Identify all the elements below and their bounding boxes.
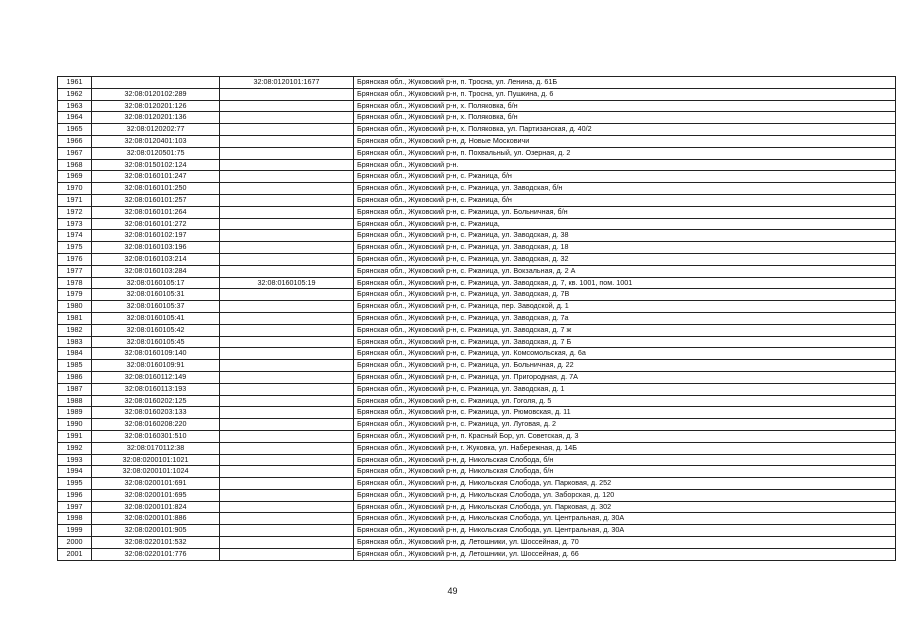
previous-cadastral-number-cell xyxy=(220,501,354,513)
row-number-cell: 1972 xyxy=(58,206,92,218)
previous-cadastral-number-cell xyxy=(220,478,354,490)
previous-cadastral-number-cell xyxy=(220,183,354,195)
previous-cadastral-number-cell xyxy=(220,513,354,525)
previous-cadastral-number-cell xyxy=(220,525,354,537)
address-cell: Брянская обл., Жуковский р-н, с. Ржаница, пер. Заводской, д. 1 xyxy=(354,301,896,313)
previous-cadastral-number-cell xyxy=(220,312,354,324)
cadastral-number-cell: 32:08:0160101:257 xyxy=(92,194,220,206)
previous-cadastral-number-cell xyxy=(220,88,354,100)
previous-cadastral-number-cell xyxy=(220,383,354,395)
previous-cadastral-number-cell xyxy=(220,147,354,159)
address-cell: Брянская обл., Жуковский р-н, х. Поляковка, б/н xyxy=(354,112,896,124)
table-row xyxy=(58,230,896,242)
address-cell: Брянская обл., Жуковский р-н, п. Похвальный, ул. Озерная, д. 2 xyxy=(354,147,896,159)
previous-cadastral-number-cell xyxy=(220,371,354,383)
page-number: 49 xyxy=(447,586,458,596)
table-row xyxy=(58,395,896,407)
previous-cadastral-number-cell xyxy=(220,430,354,442)
address-cell: Брянская обл., Жуковский р-н, с. Ржаница, ул. Больничная, д. 22 xyxy=(354,360,896,372)
address-cell: Брянская обл., Жуковский р-н, д. Летошники, ул. Шоссейная, д. 66 xyxy=(354,548,896,560)
table-row xyxy=(58,77,896,89)
row-number-cell: 1996 xyxy=(58,489,92,501)
previous-cadastral-number-cell xyxy=(220,218,354,230)
cadastral-number-cell: 32:08:0200101:695 xyxy=(92,489,220,501)
cadastral-number-cell: 32:08:0160103:214 xyxy=(92,253,220,265)
row-number-cell: 1982 xyxy=(58,324,92,336)
row-number-cell: 1961 xyxy=(58,77,92,89)
previous-cadastral-number-cell xyxy=(220,253,354,265)
previous-cadastral-number-cell: 32:08:0120101:1677 xyxy=(220,77,354,89)
cadastral-number-cell: 32:08:0160113:193 xyxy=(92,383,220,395)
table-row xyxy=(58,537,896,549)
row-number-cell: 1964 xyxy=(58,112,92,124)
previous-cadastral-number-cell xyxy=(220,537,354,549)
row-number-cell: 1983 xyxy=(58,336,92,348)
address-cell: Брянская обл., Жуковский р-н, х. Поляковка, ул. Партизанская, д. 40/2 xyxy=(354,124,896,136)
address-cell: Брянская обл., Жуковский р-н, с. Ржаница, ул. Заводская, д. 38 xyxy=(354,230,896,242)
table-row xyxy=(58,489,896,501)
previous-cadastral-number-cell xyxy=(220,419,354,431)
row-number-cell: 1984 xyxy=(58,348,92,360)
address-cell: Брянская обл., Жуковский р-н, г. Жуковка, ул. Набережная, д. 14Б xyxy=(354,442,896,454)
row-number-cell: 1994 xyxy=(58,466,92,478)
previous-cadastral-number-cell xyxy=(220,194,354,206)
cadastral-number-cell: 32:08:0160105:42 xyxy=(92,324,220,336)
address-cell: Брянская обл., Жуковский р-н, с. Ржаница, ул. Заводская, д. 18 xyxy=(354,242,896,254)
row-number-cell: 1971 xyxy=(58,194,92,206)
previous-cadastral-number-cell xyxy=(220,206,354,218)
table-row xyxy=(58,430,896,442)
previous-cadastral-number-cell xyxy=(220,301,354,313)
cadastral-number-cell: 32:08:0160103:284 xyxy=(92,265,220,277)
table-row xyxy=(58,513,896,525)
row-number-cell: 1999 xyxy=(58,525,92,537)
address-cell: Брянская обл., Жуковский р-н, х. Поляковка, б/н xyxy=(354,100,896,112)
row-number-cell: 1997 xyxy=(58,501,92,513)
row-number-cell: 1980 xyxy=(58,301,92,313)
previous-cadastral-number-cell xyxy=(220,454,354,466)
row-number-cell: 1973 xyxy=(58,218,92,230)
row-number-cell: 1990 xyxy=(58,419,92,431)
address-cell: Брянская обл., Жуковский р-н, д. Никольская Слобода, ул. Парковая, д. 252 xyxy=(354,478,896,490)
table-row xyxy=(58,324,896,336)
previous-cadastral-number-cell xyxy=(220,548,354,560)
cadastral-number-cell: 32:08:0200101:824 xyxy=(92,501,220,513)
cadastral-number-cell: 32:08:0160301:510 xyxy=(92,430,220,442)
cadastral-number-cell: 32:08:0160203:133 xyxy=(92,407,220,419)
table-row xyxy=(58,135,896,147)
previous-cadastral-number-cell xyxy=(220,100,354,112)
table-row xyxy=(58,301,896,313)
previous-cadastral-number-cell xyxy=(220,230,354,242)
address-cell: Брянская обл., Жуковский р-н, д. Никольская Слобода, ул. Центральная, д. 30А xyxy=(354,513,896,525)
table-row xyxy=(58,147,896,159)
row-number-cell: 1995 xyxy=(58,478,92,490)
row-number-cell: 1977 xyxy=(58,265,92,277)
cadastral-number-cell: 32:08:0160105:41 xyxy=(92,312,220,324)
table-row xyxy=(58,419,896,431)
row-number-cell: 1966 xyxy=(58,135,92,147)
row-number-cell: 2000 xyxy=(58,537,92,549)
cadastral-number-cell: 32:08:0200101:905 xyxy=(92,525,220,537)
previous-cadastral-number-cell xyxy=(220,336,354,348)
address-cell: Брянская обл., Жуковский р-н, с. Ржаница, ул. Вокзальная, д. 2 А xyxy=(354,265,896,277)
cadastral-number-cell: 32:08:0160103:196 xyxy=(92,242,220,254)
table-row xyxy=(58,360,896,372)
cadastral-number-cell: 32:08:0120201:136 xyxy=(92,112,220,124)
row-number-cell: 1991 xyxy=(58,430,92,442)
row-number-cell: 1986 xyxy=(58,371,92,383)
previous-cadastral-number-cell xyxy=(220,489,354,501)
cadastral-number-cell: 32:08:0160102:197 xyxy=(92,230,220,242)
previous-cadastral-number-cell xyxy=(220,124,354,136)
previous-cadastral-number-cell xyxy=(220,159,354,171)
table-row xyxy=(58,194,896,206)
table-row xyxy=(58,383,896,395)
table-row xyxy=(58,171,896,183)
table-row xyxy=(58,312,896,324)
cadastral-number-cell: 32:08:0160109:91 xyxy=(92,360,220,372)
cadastral-number-cell: 32:08:0160105:37 xyxy=(92,301,220,313)
table-row xyxy=(58,548,896,560)
address-cell: Брянская обл., Жуковский р-н, п. Тросна, ул. Пушкина, д. 6 xyxy=(354,88,896,100)
cadastral-number-cell: 32:08:0160202:125 xyxy=(92,395,220,407)
table-row xyxy=(58,253,896,265)
previous-cadastral-number-cell xyxy=(220,112,354,124)
address-cell: Брянская обл., Жуковский р-н, д. Никольская Слобода, б/н xyxy=(354,454,896,466)
previous-cadastral-number-cell xyxy=(220,265,354,277)
table-row xyxy=(58,348,896,360)
address-cell: Брянская обл., Жуковский р-н, с. Ржаница, ул. Заводская, д. 7 ж xyxy=(354,324,896,336)
address-cell: Брянская обл., Жуковский р-н, с. Ржаница, ул. Заводская, д. 7В xyxy=(354,289,896,301)
table-row xyxy=(58,265,896,277)
cadastral-number-cell: 32:08:0120201:126 xyxy=(92,100,220,112)
cadastral-number-cell: 32:08:0160101:247 xyxy=(92,171,220,183)
row-number-cell: 1965 xyxy=(58,124,92,136)
address-cell: Брянская обл., Жуковский р-н, с. Ржаница, ул. Заводская, д. 1 xyxy=(354,383,896,395)
row-number-cell: 1978 xyxy=(58,277,92,289)
table-row xyxy=(58,88,896,100)
address-cell: Брянская обл., Жуковский р-н, с. Ржаница, ул. Рюмовская, д. 11 xyxy=(354,407,896,419)
address-cell: Брянская обл., Жуковский р-н, д. Никольская Слобода, ул. Центральная, д. 30А xyxy=(354,525,896,537)
cadastral-number-cell: 32:08:0200101:1021 xyxy=(92,454,220,466)
address-cell: Брянская обл., Жуковский р-н, с. Ржаница, ул. Гоголя, д. 5 xyxy=(354,395,896,407)
previous-cadastral-number-cell: 32:08:0160105:19 xyxy=(220,277,354,289)
address-cell: Брянская обл., Жуковский р-н, с. Ржаница, ул. Пригородная, д. 7А xyxy=(354,371,896,383)
table-row xyxy=(58,277,896,289)
cadastral-number-cell: 32:08:0220101:776 xyxy=(92,548,220,560)
address-cell: Брянская обл., Жуковский р-н, с. Ржаница, ул. Больничная, б/н xyxy=(354,206,896,218)
table-row xyxy=(58,407,896,419)
cadastral-number-cell: 32:08:0120401:103 xyxy=(92,135,220,147)
address-cell: Брянская обл., Жуковский р-н, д. Новые Московичи xyxy=(354,135,896,147)
cadastral-number-cell: 32:08:0160105:17 xyxy=(92,277,220,289)
row-number-cell: 1979 xyxy=(58,289,92,301)
previous-cadastral-number-cell xyxy=(220,360,354,372)
cadastral-number-cell: 32:08:0160109:140 xyxy=(92,348,220,360)
address-cell: Брянская обл., Жуковский р-н, с. Ржаница, ул. Заводская, д. 7а xyxy=(354,312,896,324)
previous-cadastral-number-cell xyxy=(220,407,354,419)
table-row xyxy=(58,100,896,112)
row-number-cell: 1998 xyxy=(58,513,92,525)
row-number-cell: 1975 xyxy=(58,242,92,254)
address-cell: Брянская обл., Жуковский р-н, с. Ржаница, ул. Комсомольская, д. 6а xyxy=(354,348,896,360)
table-row xyxy=(58,478,896,490)
table-row xyxy=(58,466,896,478)
row-number-cell: 1989 xyxy=(58,407,92,419)
table-row xyxy=(58,501,896,513)
row-number-cell: 2001 xyxy=(58,548,92,560)
cadastral-number-cell: 32:08:0120501:75 xyxy=(92,147,220,159)
row-number-cell: 1962 xyxy=(58,88,92,100)
address-cell: Брянская обл., Жуковский р-н, с. Ржаница, ул. Заводская, д. 7 Б xyxy=(354,336,896,348)
cadastral-number-cell: 32:08:0200101:1024 xyxy=(92,466,220,478)
address-cell: Брянская обл., Жуковский р-н, с. Ржаница, ул. Заводская, д. 32 xyxy=(354,253,896,265)
table-row xyxy=(58,206,896,218)
table-row xyxy=(58,336,896,348)
row-number-cell: 1976 xyxy=(58,253,92,265)
address-cell: Брянская обл., Жуковский р-н, п. Красный Бор, ул. Советская, д. 3 xyxy=(354,430,896,442)
address-cell: Брянская обл., Жуковский р-н, д. Никольская Слобода, ул. Заборская, д. 120 xyxy=(354,489,896,501)
row-number-cell: 1993 xyxy=(58,454,92,466)
cadastral-number-cell: 32:08:0160101:272 xyxy=(92,218,220,230)
row-number-cell: 1974 xyxy=(58,230,92,242)
cadastral-number-cell: 32:08:0160105:31 xyxy=(92,289,220,301)
row-number-cell: 1970 xyxy=(58,183,92,195)
row-number-cell: 1967 xyxy=(58,147,92,159)
cadastral-number-cell: 32:08:0160101:264 xyxy=(92,206,220,218)
cadastral-number-cell: 32:08:0200101:886 xyxy=(92,513,220,525)
address-cell: Брянская обл., Жуковский р-н, д. Летошники, ул. Шоссейная, д. 70 xyxy=(354,537,896,549)
address-cell: Брянская обл., Жуковский р-н, д. Никольская Слобода, б/н xyxy=(354,466,896,478)
table-row xyxy=(58,442,896,454)
cadastral-number-cell: 32:08:0170112:38 xyxy=(92,442,220,454)
row-number-cell: 1963 xyxy=(58,100,92,112)
row-number-cell: 1992 xyxy=(58,442,92,454)
address-cell: Брянская обл., Жуковский р-н, п. Тросна, ул. Ленина, д. 61Б xyxy=(354,77,896,89)
previous-cadastral-number-cell xyxy=(220,171,354,183)
table-row xyxy=(58,159,896,171)
previous-cadastral-number-cell xyxy=(220,348,354,360)
row-number-cell: 1981 xyxy=(58,312,92,324)
property-table xyxy=(57,76,896,561)
row-number-cell: 1987 xyxy=(58,383,92,395)
cadastral-number-cell: 32:08:0120202:77 xyxy=(92,124,220,136)
row-number-cell: 1968 xyxy=(58,159,92,171)
table-row xyxy=(58,525,896,537)
address-cell: Брянская обл., Жуковский р-н, с. Ржаница, ул. Луговая, д. 2 xyxy=(354,419,896,431)
address-cell: Брянская обл., Жуковский р-н, с. Ржаница, б/н xyxy=(354,171,896,183)
cadastral-number-cell: 32:08:0150102:124 xyxy=(92,159,220,171)
cadastral-number-cell: 32:08:0160105:45 xyxy=(92,336,220,348)
row-number-cell: 1988 xyxy=(58,395,92,407)
address-cell: Брянская обл., Жуковский р-н, с. Ржаница, б/н xyxy=(354,194,896,206)
cadastral-number-cell: 32:08:0160101:250 xyxy=(92,183,220,195)
table-row xyxy=(58,242,896,254)
cadastral-number-cell: 32:08:0160208:220 xyxy=(92,419,220,431)
table-row xyxy=(58,454,896,466)
address-cell: Брянская обл., Жуковский р-н, с. Ржаница, ул. Заводская, б/н xyxy=(354,183,896,195)
cadastral-number-cell: 32:08:0220101:532 xyxy=(92,537,220,549)
address-cell: Брянская обл., Жуковский р-н. xyxy=(354,159,896,171)
address-cell: Брянская обл., Жуковский р-н, с. Ржаница, xyxy=(354,218,896,230)
cadastral-number-cell: 32:08:0200101:691 xyxy=(92,478,220,490)
cadastral-number-cell xyxy=(92,77,220,89)
table-row xyxy=(58,112,896,124)
previous-cadastral-number-cell xyxy=(220,466,354,478)
table-row xyxy=(58,124,896,136)
property-table-body xyxy=(58,77,896,561)
previous-cadastral-number-cell xyxy=(220,242,354,254)
address-cell: Брянская обл., Жуковский р-н, с. Ржаница, ул. Заводская, д. 7, кв. 1001, пом. 1001 xyxy=(354,277,896,289)
address-cell: Брянская обл., Жуковский р-н, д. Никольская Слобода, ул. Парковая, д. 302 xyxy=(354,501,896,513)
previous-cadastral-number-cell xyxy=(220,395,354,407)
row-number-cell: 1985 xyxy=(58,360,92,372)
previous-cadastral-number-cell xyxy=(220,442,354,454)
previous-cadastral-number-cell xyxy=(220,135,354,147)
row-number-cell: 1969 xyxy=(58,171,92,183)
table-row xyxy=(58,371,896,383)
previous-cadastral-number-cell xyxy=(220,324,354,336)
table-row xyxy=(58,183,896,195)
cadastral-number-cell: 32:08:0160112:149 xyxy=(92,371,220,383)
cadastral-number-cell: 32:08:0120102:289 xyxy=(92,88,220,100)
table-row xyxy=(58,289,896,301)
table-row xyxy=(58,218,896,230)
previous-cadastral-number-cell xyxy=(220,289,354,301)
